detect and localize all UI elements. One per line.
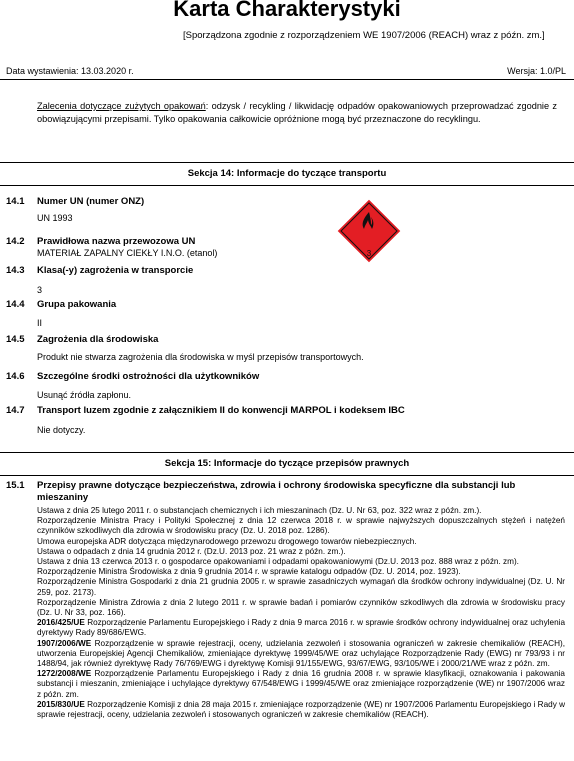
packaging-recommendation-label: Zalecenia dotyczące zużytych opakowań	[37, 101, 206, 111]
regulation-entry: Rozporządzenie Ministra Zdrowia z dnia 2 lutego 2011 r. w sprawie badań i pomiarów czynników szkodliwych dla zdrowia w środowisku pracy (Dz. U. Nr 33, poz. 166).	[37, 597, 565, 618]
item-number: 15.1	[6, 480, 25, 491]
packaging-recommendation	[37, 100, 557, 125]
version-label: Wersja: 1.0/PL	[507, 66, 566, 76]
item-heading: Szczególne środki ostrożności dla użytkowników	[37, 371, 260, 382]
item-number: 14.5	[6, 334, 25, 345]
regulation-entry: 2015/830/UE Rozporządzenie Komisji z dnia 28 maja 2015 r. zmieniające rozporządzenie (WE) nr 1907/2006 Parlamentu Europejskiego i Rady w sprawie rejestracji, oceny, udzielania zezwoleń i stosowanych ograniczeń w zakresie chemikaliów (REACH).	[37, 699, 565, 720]
regulation-entry: Rozporządzenie Ministra Środowiska z dnia 9 grudnia 2014 r. w sprawie katalogu odpadów (Dz. U. 2014, poz. 1923).	[37, 567, 461, 577]
item-value: II	[37, 318, 43, 328]
issue-date: Data wystawienia: 13.03.2020 r.	[6, 66, 134, 76]
item-number: 14.2	[6, 236, 25, 247]
regulations-list	[37, 506, 565, 720]
regulation-entry: Umowa europejska ADR dotycząca międzynarodowego przewozu drogowego towarów niebezpiecznych.	[37, 536, 417, 546]
item-value: Usunąć źródła zapłonu.	[37, 390, 132, 400]
packaging-recommendation-text: : odzysk / recykling / likwidację odpadów opakowaniowych przeprowadzać zgodnie z obowiązującymi przepisami. Tylko opakowania całkowicie opróżnione mogą być przeznaczone do recyklingu.	[37, 101, 557, 124]
regulation-entry: Ustawa z dnia 13 czerwca 2013 r. o gospodarce opakowaniami i odpadami opakowaniowymi (Dz.U. 2013 poz. 888 wraz z późn. zm).	[37, 557, 519, 567]
header-divider	[0, 79, 574, 80]
regulation-entry: Rozporządzenie Ministra Pracy i Polityki Społecznej z dnia 12 czerwca 2018 r. w sprawie najwyższych dopuszczalnych stężeń i natężeń czynników szkodliwych dla zdrowia w środowisku pracy (Dz. U. 2018 poz. 1286).	[37, 516, 565, 536]
item-heading: Grupa pakowania	[37, 299, 117, 310]
regulation-entry: 2016/425/UE Rozporządzenie Parlamentu Europejskiego i Rady z dnia 9 marca 2016 r. w sprawie środków ochrony indywidualnej oraz uchylenia dyrektywy Rady 89/686/EWG.	[37, 618, 565, 638]
flammable-liquid-hazard-icon	[336, 198, 402, 264]
section-15-header: Sekcja 15: Informacje do tyczące przepisów prawnych	[0, 452, 574, 476]
item-heading: Prawidłowa nazwa przewozowa UN	[37, 236, 196, 247]
item-number: 14.4	[6, 299, 25, 310]
regulation-entry: 1907/2006/WE Rozporządzenie w sprawie rejestracji, oceny, udzielania zezwoleń i stosowania ograniczeń w zakresie chemikaliów (REACH), utworzenia Europejskiej Agencji Chemikaliów, zmieniające dyrektywę 1999/45/WE oraz uchylające Rozporządzenie Rady (EWG) nr 793/93 i nr 1488/94, jak również dyrektywę Rady 76/769/EWG i dyrektywę Komisji 91/155/EWG, 93/67/EWG, 93/105/WE i 2000/21/WE wraz z późn. zm.	[37, 638, 565, 669]
item-heading: Przepisy prawne dotyczące bezpieczeństwa, zdrowia i ochrony środowiska specyficzne dla substancji lub mieszaniny	[37, 480, 516, 503]
item-heading: Klasa(-y) zagrożenia w transporcie	[37, 265, 194, 276]
hazard-class-number: 3	[366, 249, 372, 258]
item-number: 14.3	[6, 265, 25, 276]
regulation-entry: Rozporządzenie Ministra Gospodarki z dnia 21 grudnia 2005 r. w sprawie zasadniczych wymagań dla środków ochrony indywidualnej (Dz. U. Nr 259, poz. 2173).	[37, 577, 565, 597]
item-value: UN 1993	[37, 213, 73, 223]
document-subtitle: [Sporządzona zgodnie z rozporządzeniem WE 1907/2006 (REACH) wraz z późn. zm.]	[183, 30, 545, 41]
item-value: Produkt nie stwarza zagrożenia dla środowiska w myśl przepisów transportowych.	[37, 352, 364, 362]
item-number: 14.7	[6, 405, 25, 416]
document-title: Karta Charakterystyki	[173, 0, 401, 21]
item-value: Nie dotyczy.	[37, 425, 86, 435]
item-number: 14.6	[6, 371, 25, 382]
section-14-header: Sekcja 14: Informacje do tyczące transportu	[0, 162, 574, 186]
regulation-entry: Ustawa z dnia 25 lutego 2011 r. o substancjach chemicznych i ich mieszaninach (Dz. U. Nr 63, poz. 322 wraz z późn. zm.).	[37, 506, 482, 515]
item-value: 3	[37, 285, 43, 295]
item-heading: Numer UN (numer ONZ)	[37, 196, 145, 207]
item-heading: Zagrożenia dla środowiska	[37, 334, 159, 345]
regulation-entry: Ustawa o odpadach z dnia 14 grudnia 2012 r. (Dz.U. 2013 poz. 21 wraz z późn. zm.).	[37, 546, 346, 556]
regulation-entry: 1272/2008/WE Rozporządzenie Parlamentu Europejskiego i Rady z dnia 16 grudnia 2008 r. w sprawie klasyfikacji, oznakowania i pakowania substancji i mieszanin, zmieniające i uchylające dyrektywy 67/548/EWG i 1999/45/WE oraz zmieniające rozporządzenie (WE) nr 1907/2006 wraz z późn. zm.	[37, 669, 565, 699]
item-value: MATERIAŁ ZAPALNY CIEKŁY I.N.O. (etanol)	[37, 248, 218, 258]
item-number: 14.1	[6, 196, 25, 207]
item-heading: Transport luzem zgodnie z załącznikiem II do konwencji MARPOL i kodeksem IBC	[37, 405, 405, 416]
